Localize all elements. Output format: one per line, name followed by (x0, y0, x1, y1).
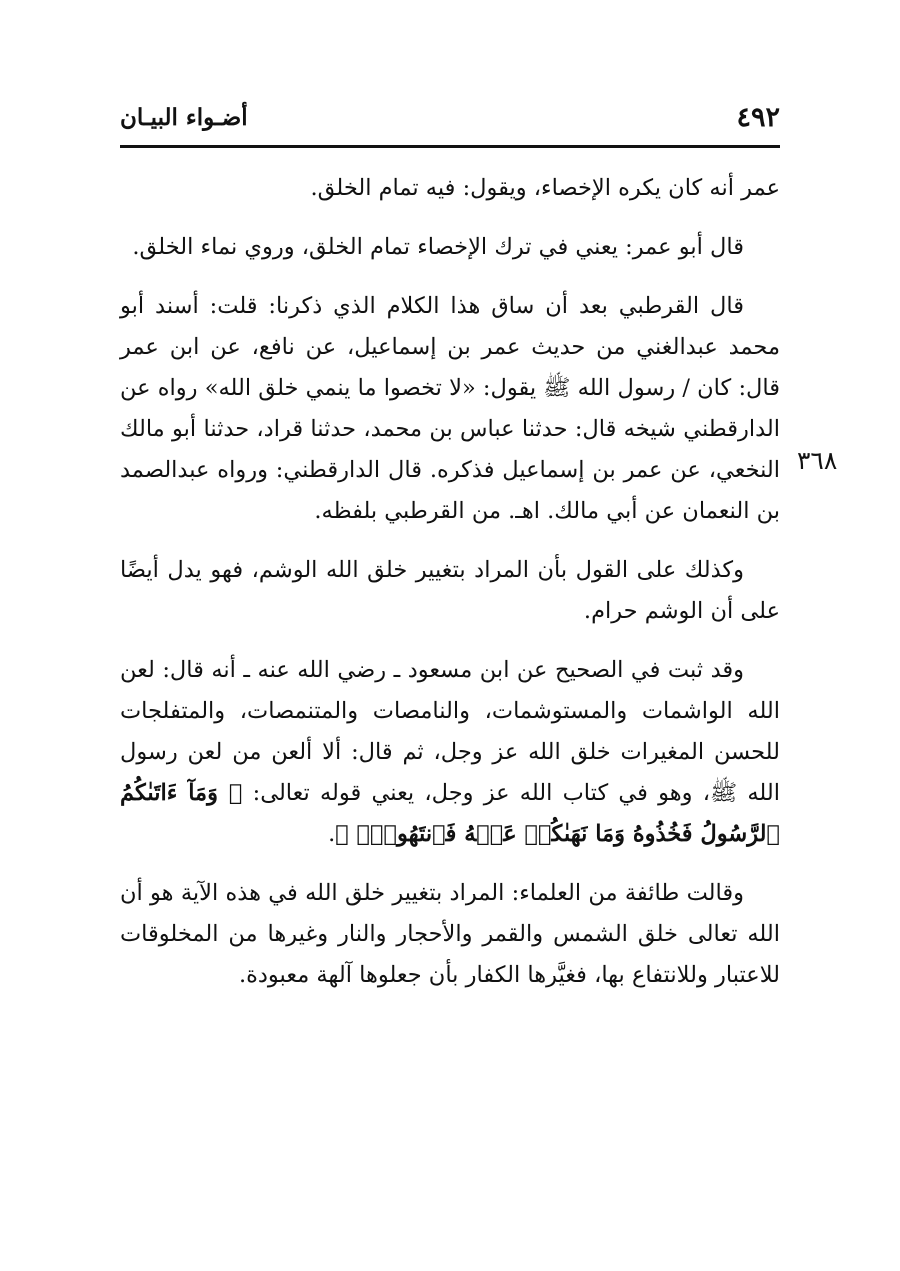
page-header (120, 100, 780, 144)
verse-end-mark: . (328, 821, 336, 847)
book-title: أضـواء البيـان (120, 104, 248, 131)
body-text (120, 168, 780, 1014)
margin-page-reference: ٣٦٨ (797, 446, 838, 475)
paragraph-3: قال القرطبي بعد أن ساق هذا الكلام الذي ذكرنا: قلت: أسند أبو محمد عبدالغني من حديث عمر بن إسماعيل، عن نافع، عن ابن عمر قال: كان / رسول الله ﷺ يقول: «لا تخصوا ما ينمي خلق الله» رواه عن الدارقطني شيخه قال: حدثنا عباس بن محمد، حدثنا قراد، حدثنا أبو مالك النخعي، عن عمر بن إسماعيل فذكره. قال الدارقطني: ورواه عبدالصمد بن النعمان عن أبي مالك. اهـ. من القرطبي بلفظه. (120, 293, 780, 524)
quran-verse: ﴿ وَمَآ ءَاتَىٰكُمُ ٱلرَّسُولُ فَخُذُوهُ وَمَا نَهَىٰكُمۡ عَنۡهُ فَٱنتَهُواْۚ ﴾ (120, 780, 780, 847)
paragraph-5 (120, 650, 780, 855)
paragraph-1: عمر أنه كان يكره الإخصاء، ويقول: فيه تمام الخلق. (310, 175, 780, 201)
paragraph-6: وقالت طائفة من العلماء: المراد بتغيير خلق الله في هذه الآية هو أن الله تعالى خلق الشمس والقمر والأحجار والنار وغيرها من المخلوقات للاعتبار وللانتفاع بها، فغيَّرها الكفار بأن جعلوها آلهة معبودة. (120, 880, 780, 988)
paragraph-4: وكذلك على القول بأن المراد بتغيير خلق الله الوشم، فهو يدل أيضًا على أن الوشم حرام. (120, 557, 780, 624)
paragraph-5-text: وقد ثبت في الصحيح عن ابن مسعود ـ رضي الله عنه ـ أنه قال: لعن الله الواشمات والمستوشمات، والنامصات والمتنمصات، والمتفلجات للحسن المغيرات خلق الله عز وجل، ثم قال: ألا ألعن من لعن رسول الله ﷺ، وهو في كتاب الله عز وجل، يعني قوله تعالى: (120, 657, 780, 806)
page-number: ٤٩٢ (736, 102, 780, 133)
paragraph-2: قال أبو عمر: يعني في ترك الإخصاء تمام الخلق، وروي نماء الخلق. (132, 234, 744, 260)
header-rule (120, 145, 780, 148)
